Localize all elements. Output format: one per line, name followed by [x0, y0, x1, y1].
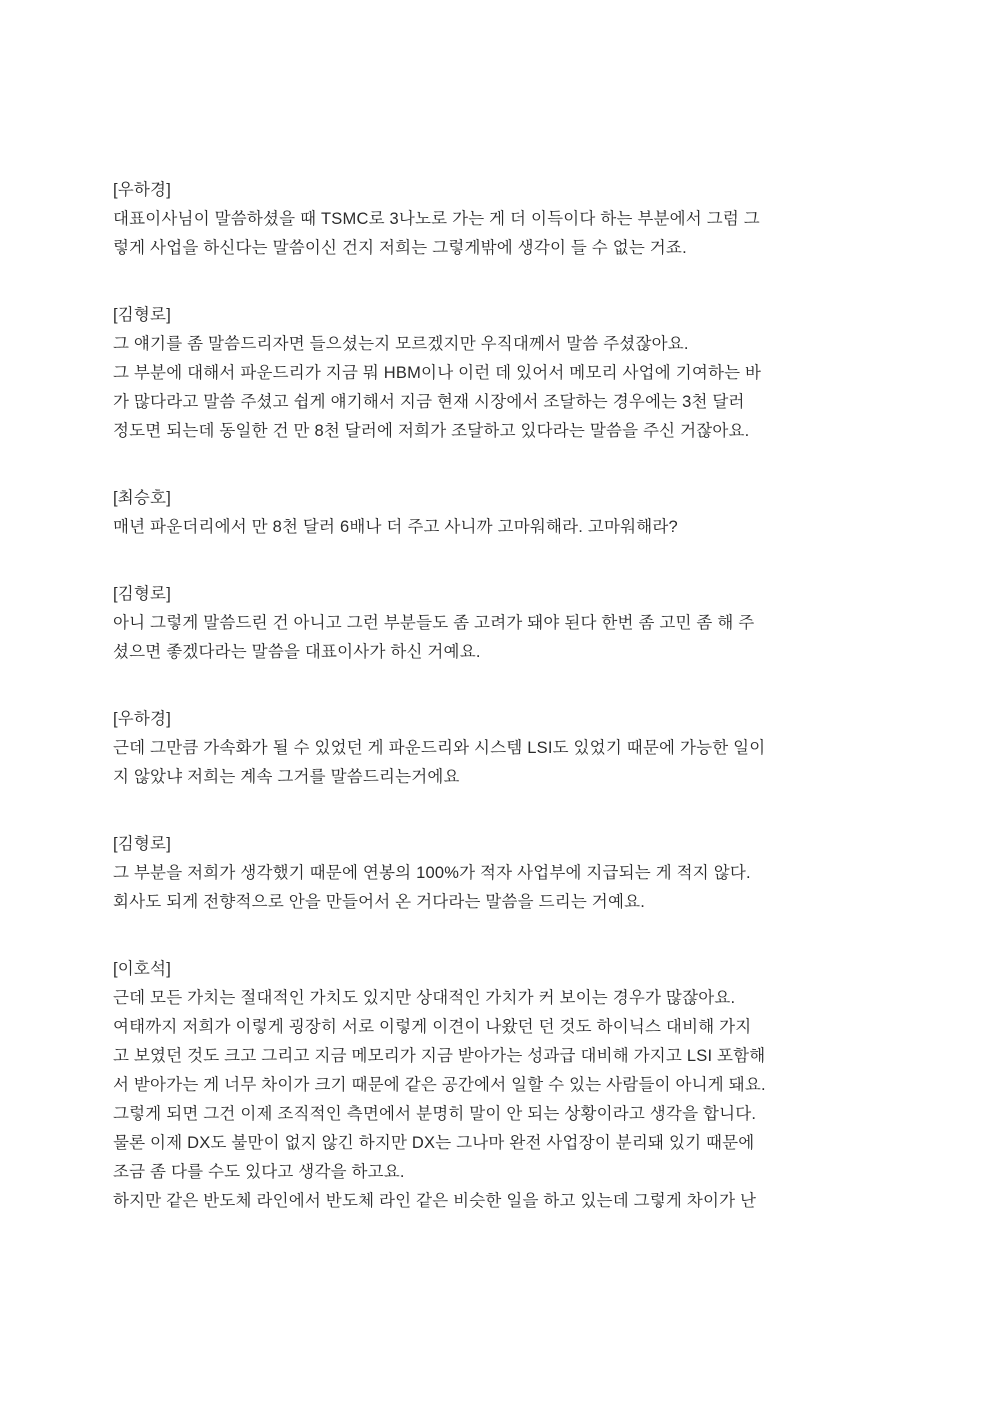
transcript-line: 가 많다라고 말씀 주셨고 쉽게 얘기해서 지금 현재 시장에서 조달하는 경우에는 3천 달러 [113, 393, 745, 411]
transcript-line: 조금 좀 다를 수도 있다고 생각을 하고요. [113, 1163, 405, 1181]
transcript-line: 아니 그렇게 말씀드린 건 아니고 그런 부분들도 좀 고려가 돼야 된다 한번 좀 고민 좀 해 주 [113, 614, 755, 632]
transcript-line: 여태까지 저희가 이렇게 굉장히 서로 이렇게 이견이 나왔던 던 것도 하이닉스 대비해 가지 [113, 1018, 752, 1036]
transcript-line: 고 보였던 것도 크고 그리고 지금 메모리가 지금 받아가는 성과급 대비해 가지고 LSI 포함해 [113, 1047, 766, 1065]
transcript-line: 물론 이제 DX도 불만이 없지 않긴 하지만 DX는 그나마 완전 사업장이 분리돼 있기 때문에 [113, 1134, 755, 1152]
speech-block [113, 176, 892, 263]
speaker-label: [김형로] [113, 835, 171, 853]
transcript-line: 그렇게 되면 그건 이제 조직적인 측면에서 분명히 말이 안 되는 상황이라고 생각을 합니다. [113, 1105, 757, 1123]
speech-block [113, 830, 892, 917]
speaker-label: [이호석] [113, 960, 171, 978]
transcript-line: 그 부분을 저희가 생각했기 때문에 연봉의 100%가 적자 사업부에 지급되는 게 적지 않다. [113, 864, 751, 882]
speech-block [113, 301, 892, 446]
transcript-line: 서 받아가는 게 너무 차이가 크기 때문에 같은 공간에서 일할 수 있는 사람들이 아니게 돼요. [113, 1076, 766, 1094]
transcript-line: 대표이사님이 말씀하셨을 때 TSMC로 3나노로 가는 게 더 이득이다 하는 부분에서 그럼 그 [113, 210, 760, 228]
transcript-line: 매년 파운더리에서 만 8천 달러 6배나 더 주고 사니까 고마워해라. 고마워해라? [113, 518, 678, 536]
speech-block [113, 484, 892, 542]
speech-block [113, 955, 892, 1216]
speaker-label: [김형로] [113, 585, 171, 603]
transcript-line: 그 얘기를 좀 말씀드리자면 들으셨는지 모르겠지만 우직대께서 말씀 주셨잖아요. [113, 335, 689, 353]
transcript-line: 정도면 되는데 동일한 건 만 8천 달러에 저희가 조달하고 있다라는 말씀을 주신 거잖아요. [113, 422, 750, 440]
transcript-line: 근데 모든 가치는 절대적인 가치도 있지만 상대적인 가치가 커 보이는 경우가 많잖아요. [113, 989, 736, 1007]
transcript-line: 셨으면 좋겠다라는 말씀을 대표이사가 하신 거예요. [113, 643, 481, 661]
speaker-label: [최승호] [113, 489, 171, 507]
speech-block [113, 580, 892, 667]
speaker-label: [우하경] [113, 710, 171, 728]
transcript-line: 지 않았냐 저희는 계속 그거를 말씀드리는거에요 [113, 768, 460, 786]
speaker-label: [우하경] [113, 181, 171, 199]
transcript-line: 근데 그만큼 가속화가 될 수 있었던 게 파운드리와 시스템 LSI도 있었기 때문에 가능한 일이 [113, 739, 766, 757]
transcript-line: 렇게 사업을 하신다는 말씀이신 건지 저희는 그렇게밖에 생각이 들 수 없는 거죠. [113, 239, 687, 257]
speaker-label: [김형로] [113, 306, 171, 324]
speech-block [113, 705, 892, 792]
transcript-line: 회사도 되게 전향적으로 안을 만들어서 온 거다라는 말씀을 드리는 거예요. [113, 893, 646, 911]
transcript-line: 하지만 같은 반도체 라인에서 반도체 라인 같은 비슷한 일을 하고 있는데 그렇게 차이가 난 [113, 1192, 757, 1210]
transcript [113, 176, 892, 1216]
transcript-line: 그 부분에 대해서 파운드리가 지금 뭐 HBM이나 이런 데 있어서 메모리 사업에 기여하는 바 [113, 364, 762, 382]
